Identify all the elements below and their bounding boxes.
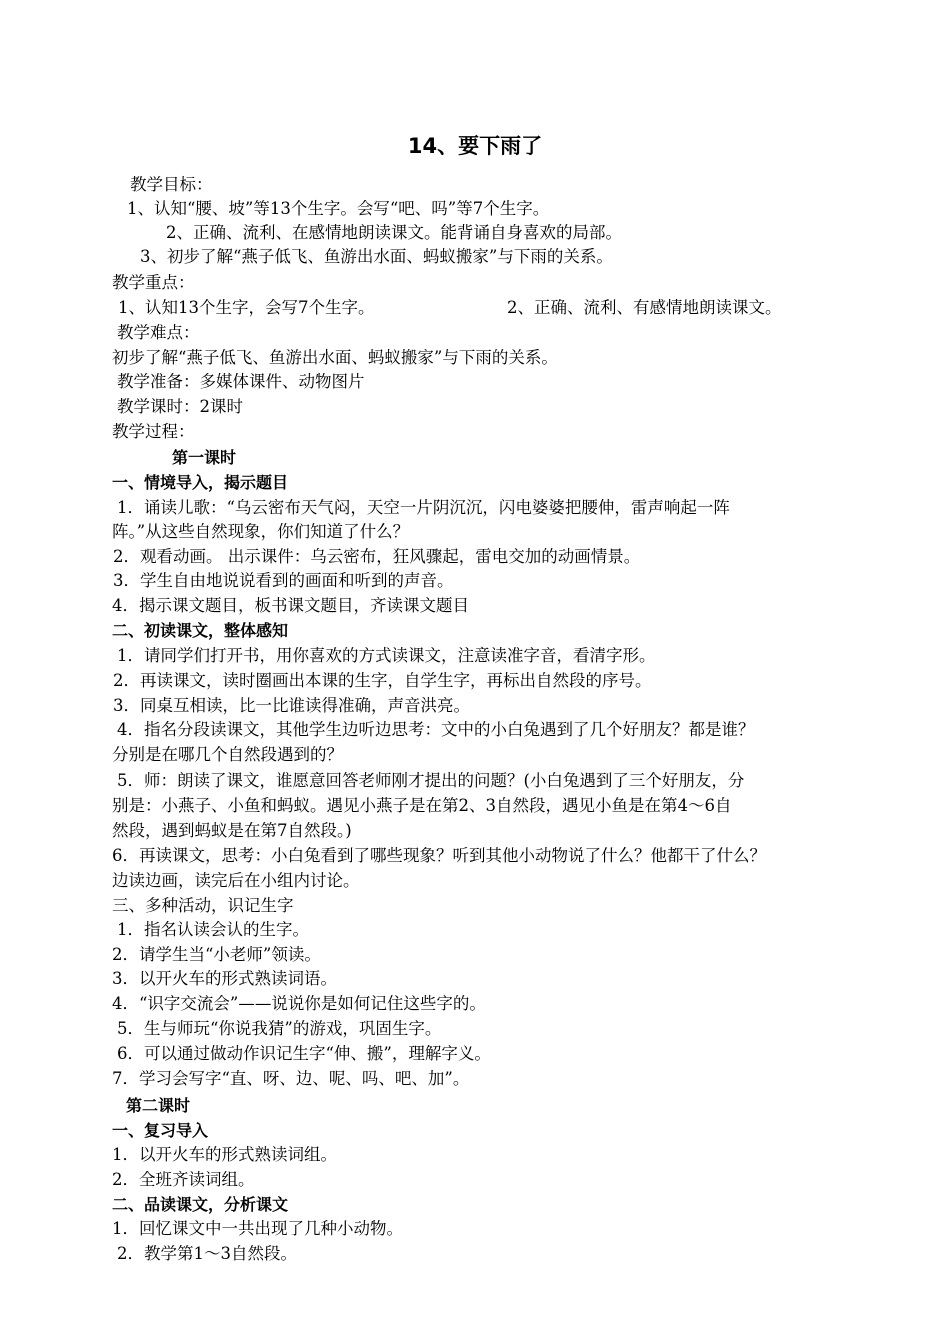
- lesson1-s3-line: 5．生与师玩“你说我猜”的游戏，巩固生字。: [117, 1019, 442, 1038]
- objective-2: 2、正确、流利、在感情地朗读课文。能背诵自身喜欢的局部。: [166, 223, 622, 242]
- hours-text: 教学课时：2课时: [117, 397, 243, 416]
- lesson1-s1-line: 1．诵读儿歌：“乌云密布天气闷，天空一片阴沉沉，闪电婆婆把腰伸，雷声响起一阵: [117, 498, 730, 517]
- lesson2-s2-line: 1．回忆课文中一共出现了几种小动物。: [112, 1219, 403, 1238]
- lesson1-s2-line: 1．请同学们打开书，用你喜欢的方式读课文，注意读准字音，看清字形。: [117, 646, 656, 665]
- lesson1-s2-line: 2．再读课文，读时圈画出本课的生字，自学生字，再标出自然段的序号。: [113, 671, 652, 690]
- lesson1-s3-line: 6．可以通过做动作识记生字“伸、搬”，理解字义。: [117, 1044, 491, 1063]
- lesson1-s3-line: 2．请学生当“小老师”领读。: [112, 945, 321, 964]
- lesson1-title: 第一课时: [172, 448, 237, 467]
- difficulty-heading: 教学难点：: [117, 323, 200, 342]
- lesson2-s2-line: 2．教学第1～3自然段。: [117, 1244, 297, 1263]
- lesson1-s3-line: 3．以开火车的形式熟读词语。: [112, 969, 337, 988]
- lesson1-s3-line: 4．“识字交流会”——说说你是如何记住这些字的。: [112, 994, 486, 1013]
- lesson2-s1-line: 2．全班齐读词组。: [112, 1170, 255, 1189]
- process-heading: 教学过程：: [112, 422, 195, 441]
- key-point-2: 2、正确、流利、有感情地朗读课文。: [507, 298, 782, 317]
- objective-3: 3、初步了解“燕子低飞、鱼游出水面、蚂蚁搬家”与下雨的关系。: [140, 247, 613, 266]
- objectives-heading: 教学目标：: [130, 175, 213, 194]
- lesson1-section3-heading: 三、多种活动，识记生字: [112, 896, 294, 915]
- lesson1-s3-line: 7．学习会写字“直、呀、边、呢、吗、吧、加”。: [112, 1069, 470, 1088]
- lesson2-section2-heading: 二、品读课文，分析课文: [112, 1195, 289, 1214]
- lesson1-s1-line: 2．观看动画。 出示课件：乌云密布，狂风骤起，雷电交加的动画情景。: [113, 547, 641, 566]
- lesson1-s1-line: 4．揭示课文题目，板书课文题目，齐读课文题目: [112, 596, 469, 615]
- preparation-text: 教学准备：多媒体课件、动物图片: [117, 372, 365, 391]
- lesson2-s1-line: 1．以开火车的形式熟读词组。: [112, 1145, 337, 1164]
- lesson1-s2-line: 边读边画，读完后在小组内讨论。: [112, 871, 360, 890]
- key-points-heading: 教学重点：: [112, 273, 195, 292]
- lesson1-s3-line: 1．指名认读会认的生字。: [117, 920, 309, 939]
- lesson1-s2-line: 5．师：朗读了课文，谁愿意回答老师刚才提出的问题？(小白兔遇到了三个好朋友，分: [117, 771, 745, 790]
- objective-1: 1、认知“腰、坡”等13个生字。会写“吧、吗”等7个生字。: [127, 199, 550, 218]
- difficulty-text: 初步了解“燕子低飞、鱼游出水面、蚂蚁搬家”与下雨的关系。: [112, 348, 558, 367]
- lesson1-s2-line: 然段，遇到蚂蚁是在第7自然段。): [112, 821, 352, 840]
- lesson1-s2-line: 别是：小燕子、小鱼和蚂蚁。遇见小燕子是在第2、3自然段，遇见小鱼是在第4～6自: [112, 796, 732, 815]
- lesson1-s1-line: 阵。”从这些自然现象，你们知道了什么？: [112, 522, 410, 541]
- lesson1-s2-line: 4．指名分段读课文，其他学生边听边思考：文中的小白兔遇到了几个好朋友？都是谁？: [117, 720, 755, 739]
- lesson1-s2-line: 分别是在哪几个自然段遇到的？: [112, 745, 343, 764]
- lesson1-section2-heading: 二、初读课文，整体感知: [112, 621, 289, 640]
- lesson1-s2-line: 3．同桌互相读，比一比谁读得准确，声音洪亮。: [113, 696, 470, 715]
- key-point-1: 1、认知13个生字，会写7个生字。: [118, 298, 375, 317]
- lesson2-title: 第二课时: [126, 1096, 191, 1115]
- lesson1-s2-line: 6．再读课文，思考：小白兔看到了哪些现象？听到其他小动物说了什么？他都干了什么？: [112, 846, 766, 865]
- page-title: 14、要下雨了: [407, 134, 543, 158]
- lesson1-section1-heading: 一、情境导入，揭示题目: [112, 473, 289, 492]
- lesson1-s1-line: 3．学生自由地说说看到的画面和听到的声音。: [113, 571, 454, 590]
- lesson2-section1-heading: 一、复习导入: [112, 1121, 209, 1140]
